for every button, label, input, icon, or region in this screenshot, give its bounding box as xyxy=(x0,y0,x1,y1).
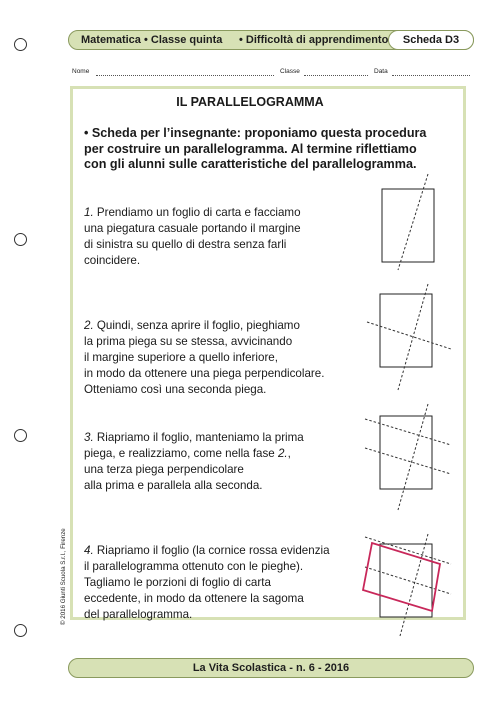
page-title: IL PARALLELOGRAMMA xyxy=(176,95,324,109)
student-fields xyxy=(72,66,472,80)
intro-lead: • Scheda per l’insegnante: xyxy=(84,126,241,140)
binder-hole-1 xyxy=(14,38,27,51)
step-3 xyxy=(84,430,374,494)
step-text-line: in modo da ottenere una piega perpendicolare. xyxy=(84,367,325,380)
step-number: 3. xyxy=(84,431,94,444)
header-bar xyxy=(68,30,474,50)
step-text-line: il parallelogramma ottenuto con le pieghe). xyxy=(84,560,304,573)
step-text-line: coincidere. xyxy=(84,254,141,267)
step-text-line: eccedente, in modo da ottenere la sagoma xyxy=(84,592,304,605)
step-number: 2. xyxy=(84,319,94,332)
step-text-line: Tagliamo le porzioni di foglio di carta xyxy=(84,576,271,589)
step-text-line: alla prima e parallela alla seconda. xyxy=(84,479,263,492)
figure-step-4 xyxy=(355,530,455,638)
step-4 xyxy=(84,543,374,623)
step-number: 1. xyxy=(84,206,94,219)
figure-step-2 xyxy=(355,286,455,394)
step-text-line: una piegatura casuale portando il margine xyxy=(84,222,301,235)
step-text-punct: , xyxy=(287,447,291,460)
paper-sheet xyxy=(380,294,432,367)
figure-step-1 xyxy=(370,172,450,272)
intro-line-2: per costruire un parallelogramma. Al termine riflettiamo xyxy=(84,141,417,156)
header-topic: • Difficoltà di apprendimento xyxy=(239,34,389,46)
name-label: Nome xyxy=(72,68,90,75)
step-text-line: una terza piega perpendicolare xyxy=(84,463,244,476)
date-line xyxy=(392,75,470,76)
paper-sheet xyxy=(382,189,434,262)
class-line xyxy=(304,75,368,76)
date-label: Data xyxy=(374,68,388,75)
step-reference: 2. xyxy=(277,447,288,460)
step-text-line: Riapriamo il foglio (la cornice rossa evidenzia xyxy=(93,544,330,557)
step-text-line: la prima piega su se stessa, avvicinando xyxy=(84,335,293,348)
step-2 xyxy=(84,318,374,398)
figure-step-3 xyxy=(355,408,455,516)
footer-bar: La Vita Scolastica - n. 6 - 2016 xyxy=(68,658,474,678)
binder-hole-4 xyxy=(14,624,27,637)
binder-hole-2 xyxy=(14,233,27,246)
step-text-line: di sinistra su quello di destra senza farli xyxy=(84,238,287,251)
step-text-line: Otteniamo così una seconda piega. xyxy=(84,383,267,396)
step-text-line: piega, e realizziamo, come nella fase xyxy=(84,447,278,460)
header-subject: Matematica • Classe quinta xyxy=(81,34,223,46)
intro-line-3: con gli alunni sulle caratteristiche del parallelogramma. xyxy=(84,157,417,171)
step-text-line: Prendiamo un foglio di carta e facciamo xyxy=(93,206,301,219)
step-text-line: il margine superiore a quello inferiore, xyxy=(84,351,278,364)
step-1 xyxy=(84,205,374,269)
binder-hole-3 xyxy=(14,429,27,442)
teacher-intro xyxy=(84,126,464,173)
class-label: Classe xyxy=(280,68,300,75)
step-text-line: Quindi, senza aprire il foglio, pieghiamo xyxy=(93,319,300,332)
step-number: 4. xyxy=(84,544,94,557)
step-text-line: Riapriamo il foglio, manteniamo la prima xyxy=(93,431,304,444)
step-text-line: del parallelogramma. xyxy=(84,608,193,621)
copyright-note: © 2016 Giunti Scuola S.r.l., Firenze xyxy=(60,528,67,625)
sheet-badge: Scheda D3 xyxy=(388,30,474,50)
name-line xyxy=(96,75,274,76)
intro-line-1: proponiamo questa procedura xyxy=(240,126,427,140)
paper-sheet xyxy=(380,416,432,489)
paper-sheet xyxy=(380,544,432,617)
